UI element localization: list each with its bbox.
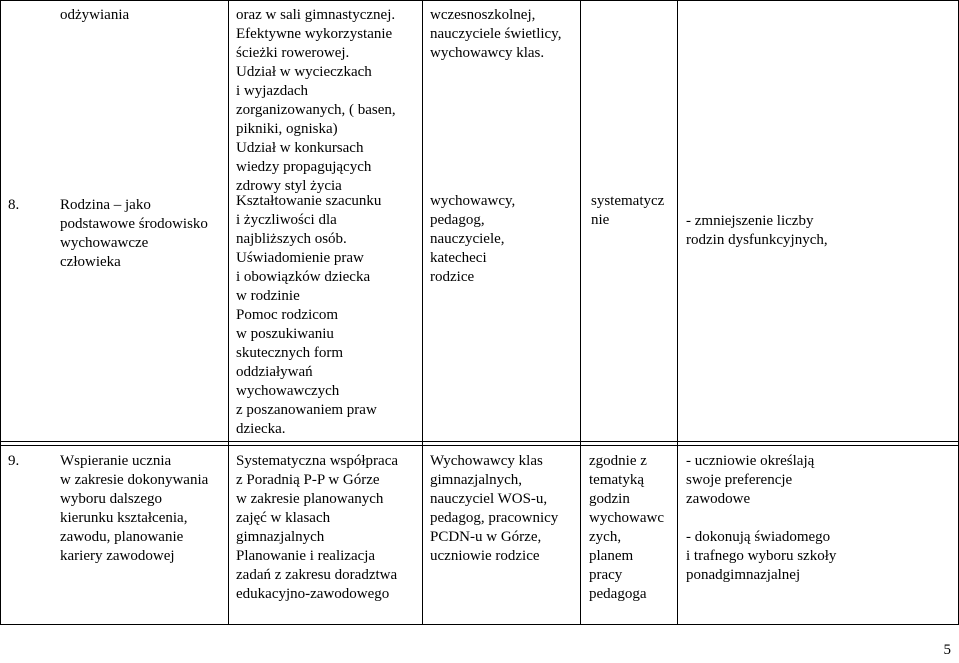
- table-border-bottom: [0, 624, 959, 625]
- column-divider: [580, 0, 581, 625]
- area-cell: Rodzina – jako podstawowe środowisko wychowawcze człowieka: [60, 197, 208, 270]
- outcome-cell: - zmniejszenie liczby rodzin dysfunkcyjnych,: [686, 213, 828, 248]
- area-cell: odżywiania: [60, 7, 130, 23]
- responsible-cell: wczesnoszkolnej, nauczyciele świetlicy, wychowawcy klas.: [430, 7, 562, 61]
- row-number: 9.: [8, 453, 20, 469]
- column-divider: [422, 0, 423, 625]
- responsible-cell: Wychowawcy klas gimnazjalnych, nauczyciel WOS-u, pedagog, pracownicy PCDN-u w Górze, uczniowie rodzice: [430, 453, 559, 564]
- page-number: 5: [943, 642, 951, 658]
- column-divider: [0, 0, 1, 625]
- row-divider: [0, 441, 959, 442]
- tasks-cell: Systematyczna współpraca z Poradnią P-P w Górze w zakresie planowanych zajęć w klasach gimnazjalnych Planowanie i realizacja zadań z zakresu doradztwa edukacyjno-zawodowego: [236, 453, 399, 602]
- table-border-top: [0, 0, 959, 1]
- column-divider: [677, 0, 678, 625]
- row-divider: [0, 445, 959, 446]
- tasks-cell: oraz w sali gimnastycznej. Efektywne wykorzystanie ścieżki rowerowej. Udział w wycieczkach i wyjazdach zorganizowanych, ( basen, pikniki, ogniska) Udział w konkursach wiedzy propagujących zdrowy styl życia: [236, 7, 396, 194]
- row-number: 8.: [8, 197, 20, 213]
- timing-cell: zgodnie z tematyką godzin wychowawc zych, planem pracy pedagoga: [589, 453, 664, 602]
- responsible-cell: wychowawcy, pedagog, nauczyciele, katecheci rodzice: [430, 193, 516, 285]
- column-divider: [228, 0, 229, 625]
- outcome-cell: - uczniowie określają swoje preferencje zawodowe - dokonują świadomego i trafnego wyboru szkoły ponadgimnazjalnej: [686, 453, 837, 583]
- timing-cell: systematycz nie: [591, 193, 665, 228]
- area-cell: Wspieranie ucznia w zakresie dokonywania wyboru dalszego kierunku kształcenia, zawodu, planowanie kariery zawodowej: [60, 453, 209, 564]
- tasks-cell: Kształtowanie szacunku i życzliwości dla najbliższych osób. Uświadomienie praw i obowiązków dziecka w rodzinie Pomoc rodzicom w poszukiwaniu skutecznych form oddziaływań wychowawczych z poszanowaniem praw dziecka.: [236, 193, 382, 437]
